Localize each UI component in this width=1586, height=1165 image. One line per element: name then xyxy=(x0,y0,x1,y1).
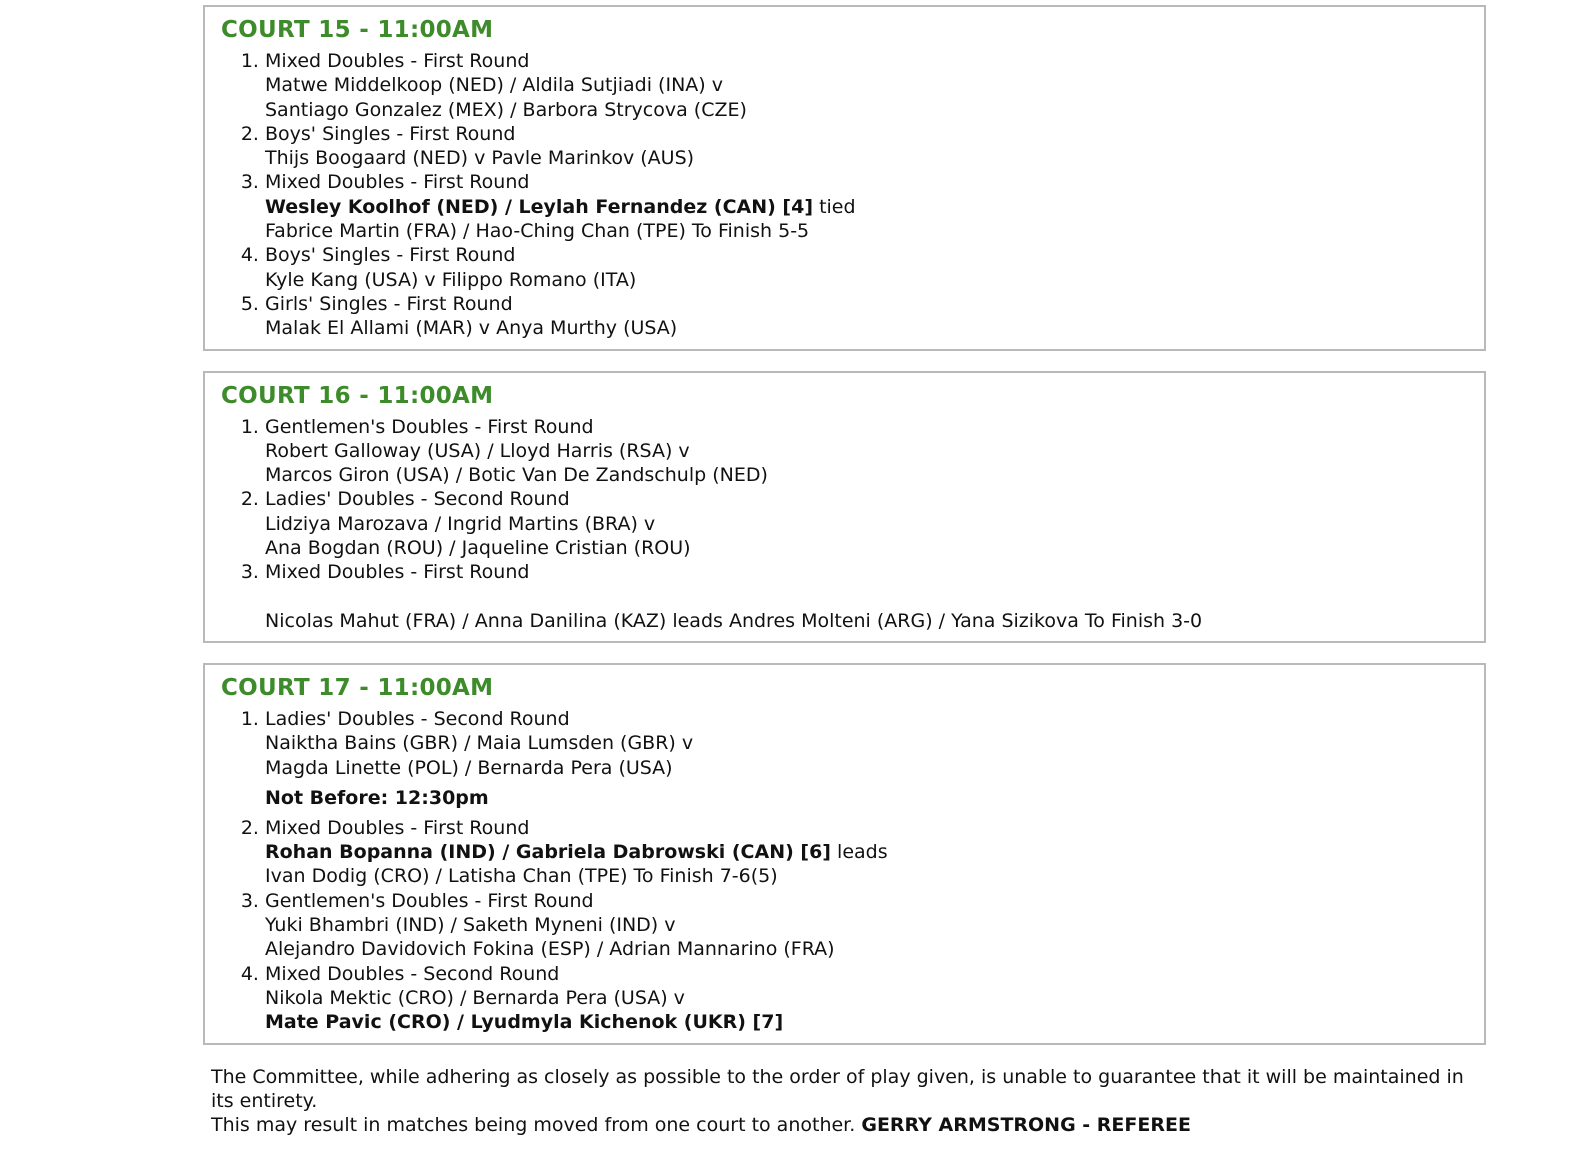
court-title: COURT 17 - 11:00AM xyxy=(221,674,494,701)
match-team2: Magda Linette (POL) / Bernarda Pera (USA) xyxy=(265,756,673,779)
list-item xyxy=(265,170,1468,243)
notice-text: This may result in matches being moved from one court to another. xyxy=(211,1114,856,1137)
blank-line xyxy=(265,585,1468,609)
match-event: 4. Boys' Singles - First Round xyxy=(265,244,516,267)
order-of-play xyxy=(203,5,1486,1137)
match-event: 1. Ladies' Doubles - Second Round xyxy=(265,707,570,730)
match-team1-winner: Wesley Koolhof (NED) / Leylah Fernandez (CAN) [4] xyxy=(265,195,814,218)
match-event: 2. Ladies' Doubles - Second Round xyxy=(265,488,570,511)
list-item xyxy=(265,962,1468,1035)
match-team2: Santiago Gonzalez (MEX) / Barbora Strycova (CZE) xyxy=(265,98,747,121)
match-team1: Nicolas Mahut (FRA) / Anna Danilina (KAZ) leads Andres Molteni (ARG) / Yana Sizikova To Finish 3-0 xyxy=(265,609,1203,632)
match-event: 3. Gentlemen's Doubles - First Round xyxy=(265,889,594,912)
notice-line-2 xyxy=(211,1113,1478,1137)
match-team2: Alejandro Davidovich Fokina (ESP) / Adrian Mannarino (FRA) xyxy=(265,938,835,961)
list-item xyxy=(265,889,1468,962)
not-before-notice: Not Before: 12:30pm xyxy=(265,786,489,809)
list-item xyxy=(265,487,1468,560)
match-team1: Matwe Middelkoop (NED) / Aldila Sutjiadi (INA) v xyxy=(265,74,723,97)
match-team1: Kyle Kang (USA) v Filippo Romano (ITA) xyxy=(265,268,637,291)
match-team2: Ivan Dodig (CRO) / Latisha Chan (TPE) To Finish 7-6(5) xyxy=(265,865,778,888)
referee-name: GERRY ARMSTRONG - REFEREE xyxy=(861,1114,1191,1137)
list-item xyxy=(265,707,1468,810)
list-item xyxy=(265,49,1468,122)
match-list xyxy=(221,415,1468,633)
match-event: 1. Gentlemen's Doubles - First Round xyxy=(265,415,594,438)
match-event: 4. Mixed Doubles - Second Round xyxy=(265,962,560,985)
match-team2: Fabrice Martin (FRA) / Hao-Ching Chan (TPE) To Finish 5-5 xyxy=(265,220,810,243)
match-status: leads xyxy=(837,841,888,864)
match-team1-line xyxy=(265,195,1468,219)
match-event: 3. Mixed Doubles - First Round xyxy=(265,171,530,194)
match-team1: Lidziya Marozava / Ingrid Martins (BRA) v xyxy=(265,512,656,535)
list-item xyxy=(265,292,1468,341)
list-item xyxy=(265,122,1468,171)
match-event: 2. Boys' Singles - First Round xyxy=(265,122,516,145)
match-event: 2. Mixed Doubles - First Round xyxy=(265,816,530,839)
match-team1: Naiktha Bains (GBR) / Maia Lumsden (GBR) v xyxy=(265,732,694,755)
match-team2: Ana Bogdan (ROU) / Jaqueline Cristian (ROU) xyxy=(265,537,691,560)
match-status: tied xyxy=(819,195,856,218)
court-17-section xyxy=(203,663,1486,1045)
match-team1-line xyxy=(265,840,1468,864)
court-15-section xyxy=(203,5,1486,351)
match-list xyxy=(221,707,1468,1035)
court-title: COURT 15 - 11:00AM xyxy=(221,17,494,43)
match-event: 3. Mixed Doubles - First Round xyxy=(265,561,530,584)
list-item xyxy=(265,415,1468,488)
list-item xyxy=(265,243,1468,292)
match-team1: Yuki Bhambri (IND) / Saketh Myneni (IND) v xyxy=(265,914,676,937)
match-team1: Nikola Mektic (CRO) / Bernarda Pera (USA) v xyxy=(265,986,685,1009)
match-event: 1. Mixed Doubles - First Round xyxy=(265,50,530,72)
list-item xyxy=(265,560,1468,633)
court-title: COURT 16 - 11:00AM xyxy=(221,382,494,409)
notice-line-1: The Committee, while adhering as closely as possible to the order of play given, is unable to guarantee that it will be maintained in its entirety. xyxy=(211,1065,1464,1112)
match-team2-winner: Mate Pavic (CRO) / Lyudmyla Kichenok (UKR) [7] xyxy=(265,1011,784,1034)
list-item xyxy=(265,816,1468,889)
match-list xyxy=(221,49,1468,341)
match-team1: Malak El Allami (MAR) v Anya Murthy (USA) xyxy=(265,317,678,340)
match-team1: Thijs Boogaard (NED) v Pavle Marinkov (AUS) xyxy=(265,147,695,170)
match-team1: Robert Galloway (USA) / Lloyd Harris (RSA) v xyxy=(265,439,690,462)
match-team2: Marcos Giron (USA) / Botic Van De Zandschulp (NED) xyxy=(265,464,768,487)
court-16-section xyxy=(203,371,1486,643)
match-event: 5. Girls' Singles - First Round xyxy=(265,292,513,315)
committee-notice xyxy=(203,1065,1486,1138)
match-team1-winner: Rohan Bopanna (IND) / Gabriela Dabrowski (CAN) [6] xyxy=(265,841,831,864)
